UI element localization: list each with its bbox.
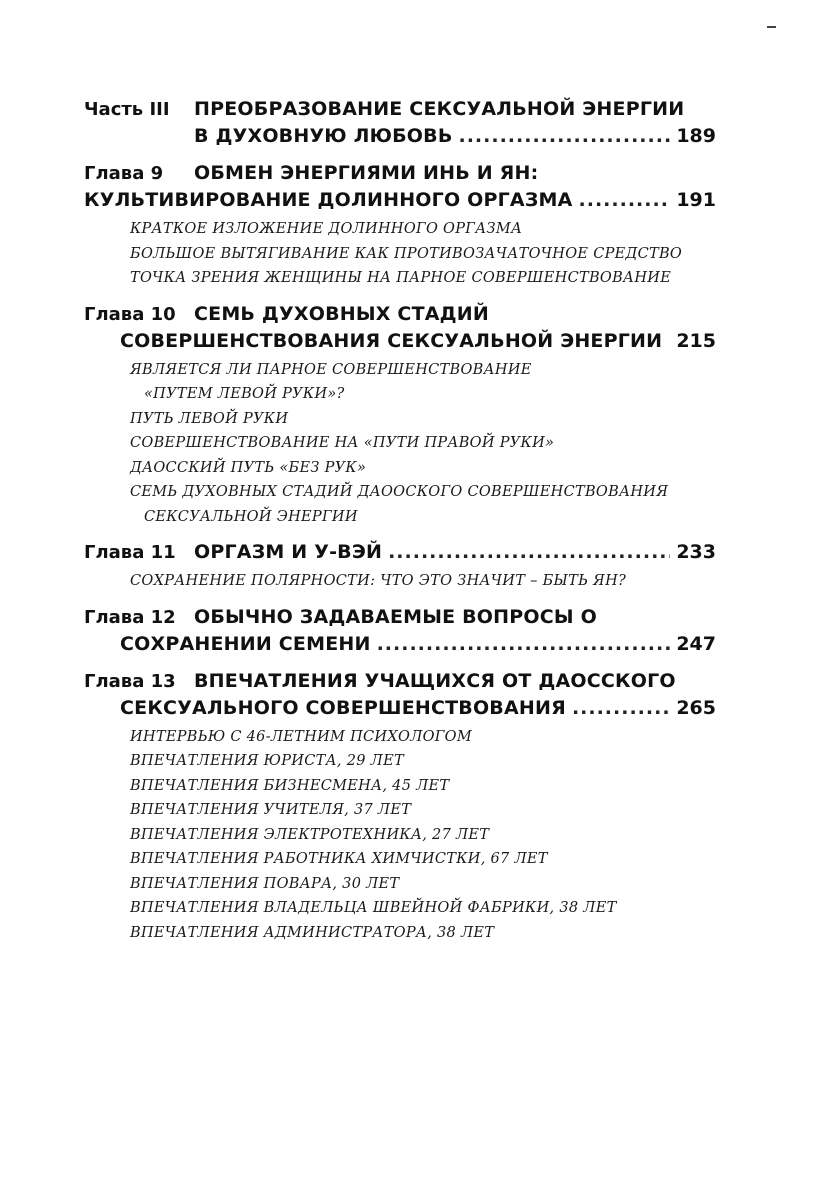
chapter-title-line-1: ОРГАЗМ И У-ВЭЙ — [194, 541, 383, 563]
chapter-label: Глава 10 — [84, 303, 176, 325]
section-item: ВПЕЧАТЛЕНИЯ ПОВАРА, 30 ЛЕТ — [130, 875, 400, 892]
toc-entry-chapter-12-line-2 — [84, 631, 716, 658]
toc-entry-chapter-11 — [84, 539, 716, 594]
section-item — [130, 480, 716, 529]
chapter-label: Глава 13 — [84, 670, 176, 692]
section-item: ВПЕЧАТЛЕНИЯ ЮРИСТА, 29 ЛЕТ — [130, 753, 404, 769]
section-item: ВПЕЧАТЛЕНИЯ РАБОТНИКА ХИМЧИСТКИ, 67 ЛЕТ — [130, 851, 548, 867]
page-number: 215 — [676, 329, 716, 352]
chapter-title-line-1: ОБМЕН ЭНЕРГИЯМИ ИНЬ И ЯН: — [194, 162, 539, 184]
section-item: СОВЕРШЕНСТВОВАНИЕ НА «ПУТИ ПРАВОЙ РУКИ» — [130, 435, 555, 451]
section-item: ТОЧКА ЗРЕНИЯ ЖЕНЩИНЫ НА ПАРНОЕ СОВЕРШЕНСТВОВАНИЕ — [130, 270, 672, 286]
dot-leader — [377, 631, 671, 658]
toc-entry-chapter-10-line-2 — [84, 328, 716, 355]
toc-entry-chapter-9-line-2 — [84, 187, 716, 214]
section-item: ВПЕЧАТЛЕНИЯ УЧИТЕЛЯ, 37 ЛЕТ — [130, 802, 412, 818]
section-item: ВПЕЧАТЛЕНИЯ БИЗНЕСМЕНА, 45 ЛЕТ — [130, 777, 450, 794]
section-item: ИНТЕРВЬЮ С 46-ЛЕТНИМ ПСИХОЛОГОМ — [130, 728, 473, 745]
dot-leader — [668, 328, 670, 355]
toc-entry-part-3-line-1 — [84, 96, 716, 123]
chapter-label: Глава 11 — [84, 542, 176, 563]
section-item: КРАТКОЕ ИЗЛОЖЕНИЕ ДОЛИННОГО ОРГАЗМА — [130, 221, 523, 237]
section-item: ВПЕЧАТЛЕНИЯ АДМИНИСТРАТОРА, 38 ЛЕТ — [130, 924, 495, 941]
part-label: Часть III — [84, 99, 170, 120]
toc-entry-chapter-10 — [84, 301, 716, 530]
dot-leader — [579, 187, 671, 214]
toc-entry-chapter-10-line-1 — [84, 301, 716, 328]
dot-leader — [388, 539, 670, 566]
page-number: 191 — [676, 189, 716, 211]
section-item-line-1: ЯВЛЯЕТСЯ ЛИ ПАРНОЕ СОВЕРШЕНСТВОВАНИЕ — [130, 361, 532, 378]
toc-entry-chapter-12 — [84, 604, 716, 658]
page-corner-mark — [767, 26, 776, 28]
chapter-label: Глава 9 — [84, 163, 164, 184]
chapter-title-line-2: КУЛЬТИВИРОВАНИЕ ДОЛИННОГО ОРГАЗМА — [84, 189, 573, 211]
section-item-line-1: СЕМЬ ДУХОВНЫХ СТАДИЙ ДАООСКОГО СОВЕРШЕНСТВОВАНИЯ — [130, 484, 669, 500]
section-item — [130, 358, 716, 407]
toc-entry-chapter-11-line-1 — [84, 539, 716, 566]
chapter-label: Глава 12 — [84, 606, 176, 628]
section-item-line-2: СЕКСУАЛЬНОЙ ЭНЕРГИИ — [144, 508, 358, 525]
chapter-title-line-2: СЕКСУАЛЬНОГО СОВЕРШЕНСТВОВАНИЯ — [120, 696, 566, 719]
chapter-title-line-2: СОХРАНЕНИИ СЕМЕНИ — [120, 632, 371, 655]
section-item: ДАОССКИЙ ПУТЬ «БЕЗ РУК» — [130, 459, 367, 476]
page-number: 265 — [676, 696, 716, 719]
page-number: 233 — [676, 541, 716, 563]
toc-entry-chapter-13-line-2 — [84, 695, 716, 722]
toc-entry-chapter-13 — [84, 668, 716, 946]
chapter-title-line-1: ОБЫЧНО ЗАДАВАЕМЫЕ ВОПРОСЫ О — [194, 605, 597, 628]
dot-leader — [572, 695, 670, 722]
dot-leader — [459, 123, 671, 150]
section-list — [84, 358, 716, 530]
page-number: 189 — [676, 125, 716, 147]
page-number: 247 — [676, 632, 716, 655]
section-list — [84, 569, 716, 594]
section-list — [84, 725, 716, 946]
toc-entry-chapter-9-line-1 — [84, 160, 716, 187]
toc-entry-chapter-9 — [84, 160, 716, 291]
section-item: ВПЕЧАТЛЕНИЯ ЭЛЕКТРОТЕХНИКА, 27 ЛЕТ — [130, 826, 490, 843]
section-item-line-2: «ПУТЕМ ЛЕВОЙ РУКИ»? — [144, 386, 345, 402]
chapter-title-line-1: СЕМЬ ДУХОВНЫХ СТАДИЙ — [194, 302, 489, 325]
chapter-title-line-2: СОВЕРШЕНСТВОВАНИЯ СЕКСУАЛЬНОЙ ЭНЕРГИИ — [120, 329, 663, 352]
toc-entry-part-3-line-2 — [84, 123, 716, 150]
part-title-line-1: ПРЕОБРАЗОВАНИЕ СЕКСУАЛЬНОЙ ЭНЕРГИИ — [194, 98, 685, 120]
section-list — [84, 217, 716, 291]
table-of-contents — [84, 96, 716, 955]
toc-entry-chapter-13-line-1 — [84, 668, 716, 695]
section-item: ПУТЬ ЛЕВОЙ РУКИ — [130, 410, 289, 427]
chapter-title-line-1: ВПЕЧАТЛЕНИЯ УЧАЩИХСЯ ОТ ДАОССКОГО — [194, 669, 676, 692]
section-item: БОЛЬШОЕ ВЫТЯГИВАНИЕ КАК ПРОТИВОЗАЧАТОЧНОЕ СРЕДСТВО — [130, 245, 683, 262]
section-item: ВПЕЧАТЛЕНИЯ ВЛАДЕЛЬЦА ШВЕЙНОЙ ФАБРИКИ, 38 ЛЕТ — [130, 900, 617, 916]
toc-entry-chapter-12-line-1 — [84, 604, 716, 631]
toc-entry-part-3 — [84, 96, 716, 150]
section-item: СОХРАНЕНИЕ ПОЛЯРНОСТИ: ЧТО ЭТО ЗНАЧИТ – БЫТЬ ЯН? — [130, 573, 627, 589]
part-title-line-2: В ДУХОВНУЮ ЛЮБОВЬ — [194, 125, 453, 147]
